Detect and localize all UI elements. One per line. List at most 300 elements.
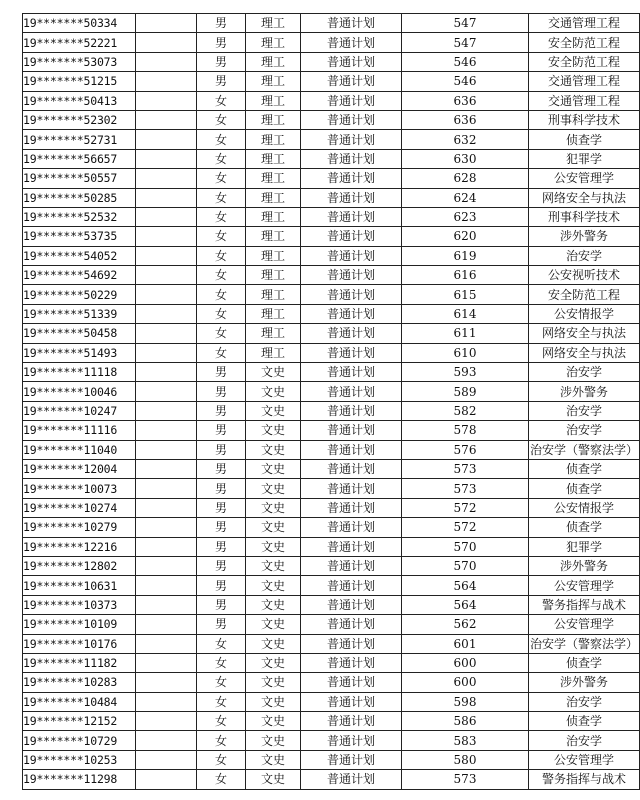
cell-subject-track: 理工 (246, 207, 301, 226)
cell-candidate-id: 19*******52731 (23, 130, 136, 149)
cell-subject-track: 文史 (246, 556, 301, 575)
cell-major: 治安学（警察法学） (529, 634, 640, 653)
cell-plan-type: 普通计划 (301, 595, 402, 614)
cell-candidate-id: 19*******52302 (23, 110, 136, 129)
cell-subject-track: 文史 (246, 576, 301, 595)
cell-blank (136, 33, 197, 52)
cell-blank (136, 421, 197, 440)
cell-plan-type: 普通计划 (301, 304, 402, 323)
cell-score: 610 (402, 343, 529, 362)
cell-score: 578 (402, 421, 529, 440)
cell-candidate-id: 19*******51339 (23, 304, 136, 323)
cell-blank (136, 692, 197, 711)
cell-blank (136, 634, 197, 653)
cell-major: 侦查学 (529, 653, 640, 672)
cell-plan-type: 普通计划 (301, 653, 402, 672)
cell-subject-track: 文史 (246, 712, 301, 731)
cell-candidate-id: 19*******54052 (23, 246, 136, 265)
cell-blank (136, 149, 197, 168)
admission-table (22, 13, 640, 790)
cell-gender: 男 (197, 615, 246, 634)
cell-plan-type: 普通计划 (301, 556, 402, 575)
cell-plan-type: 普通计划 (301, 459, 402, 478)
cell-blank (136, 731, 197, 750)
cell-gender: 男 (197, 440, 246, 459)
cell-gender: 女 (197, 692, 246, 711)
cell-candidate-id: 19*******54692 (23, 266, 136, 285)
table-row (23, 459, 640, 478)
cell-gender: 男 (197, 498, 246, 517)
cell-blank (136, 673, 197, 692)
cell-plan-type: 普通计划 (301, 227, 402, 246)
cell-subject-track: 理工 (246, 33, 301, 52)
cell-candidate-id: 19*******53735 (23, 227, 136, 246)
cell-plan-type: 普通计划 (301, 401, 402, 420)
cell-subject-track: 理工 (246, 91, 301, 110)
table-row (23, 33, 640, 52)
cell-gender: 女 (197, 634, 246, 653)
cell-major: 网络安全与执法 (529, 343, 640, 362)
cell-plan-type: 普通计划 (301, 188, 402, 207)
cell-score: 562 (402, 615, 529, 634)
cell-gender: 女 (197, 750, 246, 769)
cell-gender: 女 (197, 246, 246, 265)
table-row (23, 770, 640, 789)
cell-plan-type: 普通计划 (301, 731, 402, 750)
table-row (23, 266, 640, 285)
cell-major: 网络安全与执法 (529, 324, 640, 343)
cell-major: 安全防范工程 (529, 285, 640, 304)
cell-gender: 女 (197, 770, 246, 789)
cell-subject-track: 文史 (246, 692, 301, 711)
cell-major: 涉外警务 (529, 382, 640, 401)
table-row (23, 595, 640, 614)
cell-gender: 男 (197, 518, 246, 537)
cell-score: 624 (402, 188, 529, 207)
cell-score: 598 (402, 692, 529, 711)
cell-gender: 男 (197, 72, 246, 91)
cell-gender: 女 (197, 266, 246, 285)
cell-major: 安全防范工程 (529, 52, 640, 71)
cell-gender: 男 (197, 363, 246, 382)
table-row (23, 246, 640, 265)
cell-candidate-id: 19*******11182 (23, 653, 136, 672)
cell-candidate-id: 19*******50285 (23, 188, 136, 207)
cell-candidate-id: 19*******10283 (23, 673, 136, 692)
cell-plan-type: 普通计划 (301, 498, 402, 517)
cell-blank (136, 227, 197, 246)
cell-blank (136, 750, 197, 769)
cell-subject-track: 文史 (246, 401, 301, 420)
cell-blank (136, 188, 197, 207)
table-row (23, 537, 640, 556)
cell-subject-track: 文史 (246, 634, 301, 653)
cell-plan-type: 普通计划 (301, 479, 402, 498)
cell-blank (136, 130, 197, 149)
cell-major: 网络安全与执法 (529, 188, 640, 207)
table-row (23, 576, 640, 595)
cell-gender: 女 (197, 169, 246, 188)
cell-candidate-id: 19*******11118 (23, 363, 136, 382)
cell-score: 547 (402, 14, 529, 33)
cell-plan-type: 普通计划 (301, 440, 402, 459)
cell-major: 治安学 (529, 363, 640, 382)
cell-blank (136, 91, 197, 110)
cell-subject-track: 文史 (246, 750, 301, 769)
cell-candidate-id: 19*******10073 (23, 479, 136, 498)
cell-subject-track: 文史 (246, 382, 301, 401)
cell-subject-track: 文史 (246, 615, 301, 634)
cell-score: 615 (402, 285, 529, 304)
cell-score: 564 (402, 595, 529, 614)
cell-blank (136, 169, 197, 188)
cell-plan-type: 普通计划 (301, 615, 402, 634)
cell-major: 犯罪学 (529, 149, 640, 168)
cell-score: 636 (402, 91, 529, 110)
cell-blank (136, 382, 197, 401)
cell-candidate-id: 19*******10484 (23, 692, 136, 711)
table-row (23, 207, 640, 226)
table-row (23, 479, 640, 498)
cell-plan-type: 普通计划 (301, 52, 402, 71)
cell-blank (136, 324, 197, 343)
cell-plan-type: 普通计划 (301, 169, 402, 188)
cell-plan-type: 普通计划 (301, 246, 402, 265)
cell-gender: 女 (197, 130, 246, 149)
cell-gender: 女 (197, 731, 246, 750)
cell-blank (136, 363, 197, 382)
table-row (23, 285, 640, 304)
cell-gender: 男 (197, 576, 246, 595)
cell-major: 警务指挥与战术 (529, 770, 640, 789)
cell-candidate-id: 19*******50413 (23, 91, 136, 110)
cell-major: 治安学 (529, 421, 640, 440)
cell-subject-track: 文史 (246, 653, 301, 672)
table-row (23, 227, 640, 246)
cell-blank (136, 615, 197, 634)
cell-score: 572 (402, 518, 529, 537)
cell-subject-track: 文史 (246, 421, 301, 440)
cell-gender: 男 (197, 401, 246, 420)
cell-blank (136, 498, 197, 517)
cell-major: 安全防范工程 (529, 33, 640, 52)
cell-blank (136, 518, 197, 537)
cell-gender: 女 (197, 712, 246, 731)
cell-score: 573 (402, 770, 529, 789)
cell-candidate-id: 19*******10247 (23, 401, 136, 420)
table-row (23, 731, 640, 750)
cell-score: 586 (402, 712, 529, 731)
cell-blank (136, 246, 197, 265)
cell-blank (136, 653, 197, 672)
cell-plan-type: 普通计划 (301, 673, 402, 692)
cell-score: 583 (402, 731, 529, 750)
cell-gender: 男 (197, 421, 246, 440)
cell-subject-track: 文史 (246, 363, 301, 382)
cell-blank (136, 401, 197, 420)
cell-subject-track: 理工 (246, 266, 301, 285)
table-row (23, 14, 640, 33)
cell-candidate-id: 19*******12004 (23, 459, 136, 478)
cell-score: 628 (402, 169, 529, 188)
cell-major: 涉外警务 (529, 673, 640, 692)
cell-plan-type: 普通计划 (301, 285, 402, 304)
cell-major: 警务指挥与战术 (529, 595, 640, 614)
cell-candidate-id: 19*******52532 (23, 207, 136, 226)
cell-blank (136, 537, 197, 556)
cell-major: 侦查学 (529, 459, 640, 478)
cell-blank (136, 595, 197, 614)
table-row (23, 169, 640, 188)
cell-score: 600 (402, 653, 529, 672)
cell-score: 547 (402, 33, 529, 52)
cell-gender: 男 (197, 33, 246, 52)
cell-blank (136, 712, 197, 731)
cell-major: 治安学 (529, 731, 640, 750)
cell-subject-track: 理工 (246, 343, 301, 362)
cell-score: 619 (402, 246, 529, 265)
cell-blank (136, 343, 197, 362)
cell-candidate-id: 19*******50557 (23, 169, 136, 188)
cell-subject-track: 理工 (246, 324, 301, 343)
cell-major: 治安学 (529, 246, 640, 265)
cell-candidate-id: 19*******50458 (23, 324, 136, 343)
cell-candidate-id: 19*******53073 (23, 52, 136, 71)
cell-score: 546 (402, 52, 529, 71)
cell-major: 涉外警务 (529, 227, 640, 246)
cell-score: 600 (402, 673, 529, 692)
cell-gender: 女 (197, 653, 246, 672)
cell-subject-track: 文史 (246, 440, 301, 459)
admission-table-body (23, 14, 640, 790)
table-row (23, 363, 640, 382)
cell-plan-type: 普通计划 (301, 72, 402, 91)
cell-candidate-id: 19*******10729 (23, 731, 136, 750)
cell-gender: 男 (197, 52, 246, 71)
cell-candidate-id: 19*******11116 (23, 421, 136, 440)
table-row (23, 188, 640, 207)
cell-blank (136, 304, 197, 323)
cell-gender: 女 (197, 207, 246, 226)
cell-score: 582 (402, 401, 529, 420)
cell-gender: 女 (197, 110, 246, 129)
table-row (23, 750, 640, 769)
cell-candidate-id: 19*******50229 (23, 285, 136, 304)
cell-major: 侦查学 (529, 479, 640, 498)
cell-blank (136, 479, 197, 498)
cell-plan-type: 普通计划 (301, 149, 402, 168)
cell-plan-type: 普通计划 (301, 518, 402, 537)
cell-subject-track: 文史 (246, 537, 301, 556)
cell-subject-track: 理工 (246, 304, 301, 323)
cell-gender: 女 (197, 188, 246, 207)
cell-plan-type: 普通计划 (301, 421, 402, 440)
cell-gender: 男 (197, 556, 246, 575)
table-row (23, 324, 640, 343)
table-row (23, 498, 640, 517)
cell-blank (136, 52, 197, 71)
cell-subject-track: 理工 (246, 52, 301, 71)
cell-subject-track: 理工 (246, 246, 301, 265)
cell-candidate-id: 19*******11040 (23, 440, 136, 459)
cell-candidate-id: 19*******12802 (23, 556, 136, 575)
cell-subject-track: 理工 (246, 227, 301, 246)
table-row (23, 110, 640, 129)
cell-plan-type: 普通计划 (301, 770, 402, 789)
cell-plan-type: 普通计划 (301, 14, 402, 33)
cell-score: 623 (402, 207, 529, 226)
cell-major: 交通管理工程 (529, 72, 640, 91)
cell-subject-track: 文史 (246, 459, 301, 478)
cell-score: 630 (402, 149, 529, 168)
cell-major: 交通管理工程 (529, 14, 640, 33)
cell-candidate-id: 19*******51215 (23, 72, 136, 91)
cell-gender: 男 (197, 382, 246, 401)
cell-major: 治安学（警察法学） (529, 440, 640, 459)
cell-score: 576 (402, 440, 529, 459)
cell-plan-type: 普通计划 (301, 324, 402, 343)
table-row (23, 130, 640, 149)
cell-plan-type: 普通计划 (301, 207, 402, 226)
table-row (23, 149, 640, 168)
cell-gender: 女 (197, 91, 246, 110)
table-row (23, 692, 640, 711)
cell-subject-track: 文史 (246, 595, 301, 614)
cell-score: 614 (402, 304, 529, 323)
cell-gender: 女 (197, 673, 246, 692)
cell-gender: 男 (197, 595, 246, 614)
cell-candidate-id: 19*******10109 (23, 615, 136, 634)
cell-score: 611 (402, 324, 529, 343)
cell-blank (136, 556, 197, 575)
cell-gender: 女 (197, 149, 246, 168)
table-row (23, 556, 640, 575)
cell-candidate-id: 19*******10373 (23, 595, 136, 614)
cell-subject-track: 文史 (246, 770, 301, 789)
cell-subject-track: 理工 (246, 188, 301, 207)
cell-subject-track: 理工 (246, 72, 301, 91)
cell-major: 刑事科学技术 (529, 110, 640, 129)
cell-candidate-id: 19*******10274 (23, 498, 136, 517)
cell-candidate-id: 19*******51493 (23, 343, 136, 362)
cell-plan-type: 普通计划 (301, 33, 402, 52)
cell-subject-track: 文史 (246, 479, 301, 498)
cell-subject-track: 文史 (246, 518, 301, 537)
cell-major: 涉外警务 (529, 556, 640, 575)
cell-gender: 女 (197, 227, 246, 246)
cell-blank (136, 285, 197, 304)
table-row (23, 518, 640, 537)
cell-gender: 女 (197, 285, 246, 304)
table-row (23, 72, 640, 91)
cell-gender: 男 (197, 537, 246, 556)
cell-score: 573 (402, 459, 529, 478)
cell-plan-type: 普通计划 (301, 750, 402, 769)
cell-major: 公安管理学 (529, 576, 640, 595)
table-row (23, 634, 640, 653)
cell-blank (136, 576, 197, 595)
cell-major: 侦查学 (529, 712, 640, 731)
cell-blank (136, 266, 197, 285)
cell-major: 治安学 (529, 692, 640, 711)
table-row (23, 304, 640, 323)
cell-score: 570 (402, 556, 529, 575)
cell-plan-type: 普通计划 (301, 692, 402, 711)
table-row (23, 653, 640, 672)
cell-score: 572 (402, 498, 529, 517)
cell-candidate-id: 19*******56657 (23, 149, 136, 168)
cell-gender: 男 (197, 479, 246, 498)
cell-plan-type: 普通计划 (301, 537, 402, 556)
cell-score: 570 (402, 537, 529, 556)
cell-candidate-id: 19*******50334 (23, 14, 136, 33)
cell-gender: 男 (197, 14, 246, 33)
cell-subject-track: 理工 (246, 169, 301, 188)
cell-blank (136, 72, 197, 91)
cell-major: 公安管理学 (529, 750, 640, 769)
table-row (23, 52, 640, 71)
cell-candidate-id: 19*******11298 (23, 770, 136, 789)
cell-blank (136, 207, 197, 226)
cell-major: 公安情报学 (529, 304, 640, 323)
cell-gender: 男 (197, 459, 246, 478)
cell-plan-type: 普通计划 (301, 576, 402, 595)
cell-score: 589 (402, 382, 529, 401)
table-row (23, 382, 640, 401)
cell-candidate-id: 19*******52221 (23, 33, 136, 52)
cell-subject-track: 文史 (246, 673, 301, 692)
cell-score: 616 (402, 266, 529, 285)
cell-major: 公安情报学 (529, 498, 640, 517)
cell-blank (136, 110, 197, 129)
cell-gender: 女 (197, 343, 246, 362)
cell-blank (136, 14, 197, 33)
table-row (23, 343, 640, 362)
cell-subject-track: 理工 (246, 149, 301, 168)
cell-score: 546 (402, 72, 529, 91)
table-row (23, 440, 640, 459)
cell-score: 620 (402, 227, 529, 246)
cell-candidate-id: 19*******10253 (23, 750, 136, 769)
cell-major: 交通管理工程 (529, 91, 640, 110)
cell-major: 刑事科学技术 (529, 207, 640, 226)
cell-major: 公安管理学 (529, 615, 640, 634)
cell-subject-track: 理工 (246, 110, 301, 129)
cell-subject-track: 文史 (246, 498, 301, 517)
table-row (23, 91, 640, 110)
cell-plan-type: 普通计划 (301, 634, 402, 653)
cell-blank (136, 459, 197, 478)
cell-plan-type: 普通计划 (301, 343, 402, 362)
cell-major: 治安学 (529, 401, 640, 420)
cell-candidate-id: 19*******10279 (23, 518, 136, 537)
cell-plan-type: 普通计划 (301, 91, 402, 110)
cell-score: 632 (402, 130, 529, 149)
cell-subject-track: 理工 (246, 285, 301, 304)
cell-candidate-id: 19*******12152 (23, 712, 136, 731)
cell-major: 侦查学 (529, 130, 640, 149)
cell-gender: 女 (197, 324, 246, 343)
cell-candidate-id: 19*******10176 (23, 634, 136, 653)
cell-subject-track: 理工 (246, 130, 301, 149)
cell-subject-track: 理工 (246, 14, 301, 33)
cell-subject-track: 文史 (246, 731, 301, 750)
cell-candidate-id: 19*******10631 (23, 576, 136, 595)
cell-plan-type: 普通计划 (301, 382, 402, 401)
table-row (23, 615, 640, 634)
cell-score: 580 (402, 750, 529, 769)
cell-candidate-id: 19*******10046 (23, 382, 136, 401)
